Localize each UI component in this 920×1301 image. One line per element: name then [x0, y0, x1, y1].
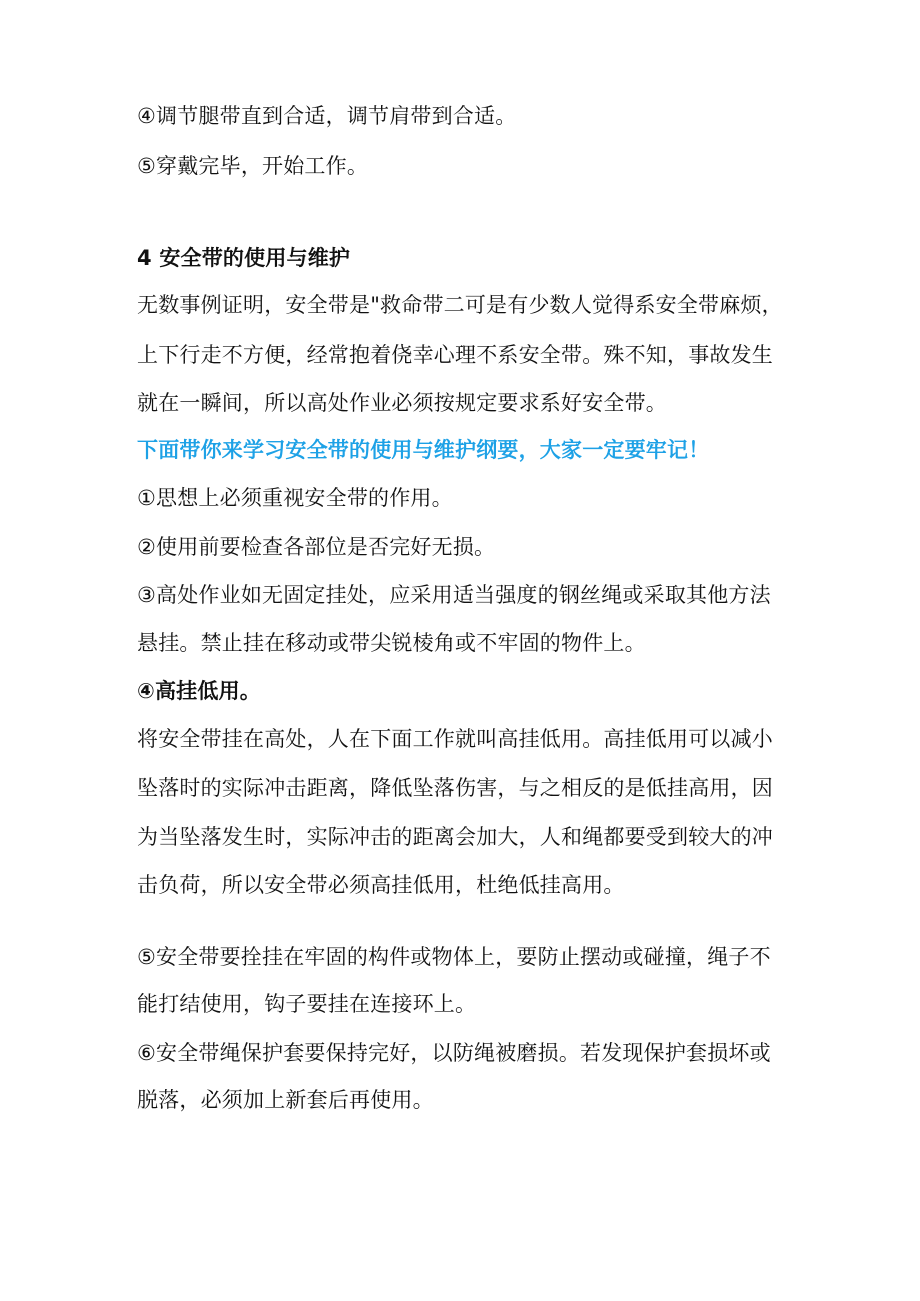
point-6-line-1: ⑥安全带绳保护套要保持完好，以防绳被磨损。若发现保护套损坏或: [137, 1041, 771, 1065]
point-4-heading: ④高挂低用。: [137, 679, 261, 703]
intro-paragraph-line-2: 上下行走不方便，经常抱着侥幸心理不系安全带。殊不知，事故发生: [137, 343, 773, 367]
point-5-line-2: 能打结使用，钩子要挂在连接环上。: [137, 992, 477, 1016]
point-2: ②使用前要检查各部位是否完好无损。: [137, 535, 496, 559]
point-4-paragraph-line-4: 击负荷，所以安全带必须高挂低用，杜绝低挂高用。: [137, 873, 625, 897]
point-4-paragraph-line-2: 坠落时的实际冲击距离，降低坠落伤害，与之相反的是低挂高用，因: [137, 776, 773, 800]
point-4-paragraph-line-3: 为当坠落发生时，实际冲击的距离会加大，人和绳都要受到较大的冲: [137, 825, 773, 849]
highlight-callout: 下面带你来学习安全带的使用与维护纲要，大家一定要牢记！: [137, 438, 710, 462]
point-3-line-1: ③高处作业如无固定挂处，应采用适当强度的钢丝绳或采取其他方法: [137, 583, 771, 607]
section-heading: 4 安全带的使用与维护: [137, 246, 351, 270]
point-4-paragraph-line-1: 将安全带挂在高处，人在下面工作就叫高挂低用。高挂低用可以减小: [137, 727, 773, 751]
step-4-adjust-straps: ④调节腿带直到合适，调节肩带到合适。: [137, 104, 517, 128]
point-3-line-2: 悬挂。禁止挂在移动或带尖锐棱角或不牢固的物件上。: [137, 631, 646, 655]
intro-paragraph-line-3: 就在一瞬间，所以高处作业必须按规定要求系好安全带。: [137, 391, 667, 415]
intro-paragraph-line-1: 无数事例证明，安全带是"救命带二可是有少数人觉得系安全带麻烦，: [137, 293, 783, 317]
point-5-line-1: ⑤安全带要拴挂在牢固的构件或物体上，要防止摆动或碰撞，绳子不: [137, 945, 771, 969]
point-1: ①思想上必须重视安全带的作用。: [137, 486, 453, 510]
point-6-line-2: 脱落，必须加上新套后再使用。: [137, 1088, 434, 1112]
step-5-start-work: ⑤穿戴完毕，开始工作。: [137, 154, 369, 178]
